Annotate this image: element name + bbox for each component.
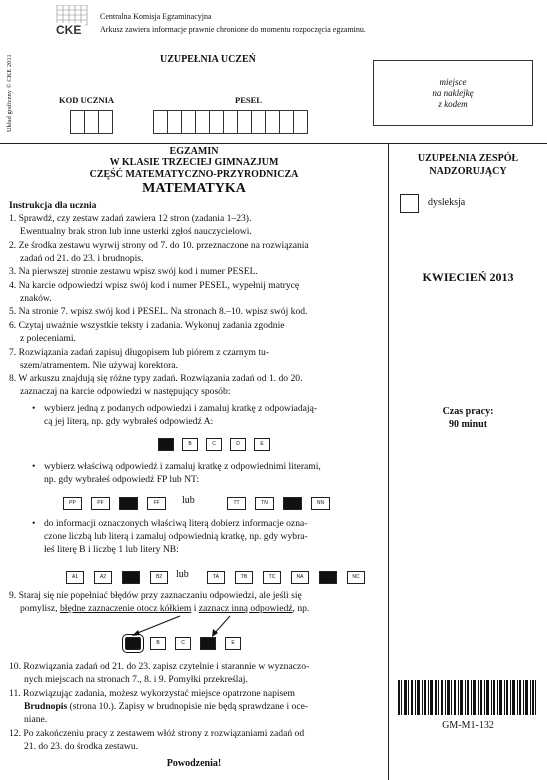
answer-box: TC	[263, 571, 281, 584]
answer-box: A2	[94, 571, 112, 584]
bullet-icon: •	[32, 403, 36, 414]
good-luck: Powodzenia!	[166, 758, 222, 769]
bullet-2: wybierz właściwą odpowiedź i zamaluj kratkę z odpowiednimi literami,	[44, 461, 321, 472]
answer-box: TN	[255, 497, 274, 510]
answer-box: B2	[150, 571, 168, 584]
confidential-note: Arkusz zawiera informacje prawnie chronione do momentu rozpoczęcia egzaminu.	[100, 25, 366, 34]
answer-box: PP	[63, 497, 82, 510]
example-true-false	[63, 494, 166, 512]
bullet-3-cont2: łeś literę B i liczbę 1 lub litery NB:	[44, 544, 179, 555]
instruction-7-cont: szem/atramentem. Nie używaj korektora.	[20, 360, 178, 371]
answer-box: C	[206, 438, 222, 451]
answer-box-circled: A	[125, 637, 141, 650]
answer-box: PF	[91, 497, 110, 510]
cke-logo	[55, 5, 89, 35]
bullet-2-cont: np. gdy wybrałeś odpowiedź FP lub NT:	[44, 474, 200, 485]
example-matching-alt	[207, 568, 365, 586]
example-single-choice	[158, 435, 270, 453]
answer-box: NN	[311, 497, 330, 510]
svg-text:CKE: CKE	[56, 23, 82, 35]
bullet-3-cont: czone liczbą lub literą i zamaluj odpowiednią kratkę, np. gdy wybra-	[44, 531, 308, 542]
answer-box: B	[150, 637, 166, 650]
pesel-label: PESEL	[235, 95, 262, 105]
student-code-boxes[interactable]	[70, 110, 112, 134]
bullet-icon: •	[32, 461, 36, 472]
exam-subject: MATEMATYKA	[142, 181, 246, 196]
section-divider	[0, 143, 547, 144]
instruction-8-cont: zaznaczaj na karcie odpowiedzi w następujący sposób:	[20, 386, 231, 397]
exam-code: GM-M1-132	[442, 720, 494, 731]
answer-box: E	[225, 637, 241, 650]
answer-box: NA	[291, 571, 309, 584]
instruction-9: 9. Staraj się nie popełniać błędów przy zaznaczaniu odpowiedzi, ale jeśli się	[9, 590, 302, 601]
instruction-9-cont: pomylisz, błędne zaznaczenie otocz kółkiem i zaznacz inną odpowiedź, np.	[20, 603, 310, 614]
answer-box-filled: FP	[119, 497, 138, 510]
pesel-boxes[interactable]	[153, 110, 307, 134]
bullet-icon: •	[32, 518, 36, 529]
instruction-12-cont: 21. do 23. do środka zestawu.	[24, 741, 139, 752]
answer-box-filled: D	[200, 637, 216, 650]
bullet-3: do informacji oznaczonych właściwą literą dobierz informacje ozna-	[44, 518, 308, 529]
instruction-1-cont: Ewentualny brak stron lub inne usterki zgłoś nauczycielowi.	[20, 226, 252, 237]
example-correction	[125, 634, 241, 652]
answer-box: B	[182, 438, 198, 451]
answer-box: E	[254, 438, 270, 451]
exam-line-3: CZĘŚĆ MATEMATYCZNO-PRZYRODNICZA	[89, 169, 299, 180]
instruction-11-cont: Brudnopis (strona 10.). Zapisy w brudnopisie nie będą sprawdzane i oce-	[24, 701, 309, 712]
instruction-1: 1. Sprawdź, czy zestaw zadań zawiera 12 stron (zadania 1–23).	[9, 213, 252, 224]
instruction-3: 3. Na pierwszej stronie zestawu wpisz swój kod i numer PESEL.	[9, 266, 258, 277]
team-title-cont: NADZORUJĄCY	[429, 166, 507, 177]
instruction-2: 2. Ze środka zestawu wyrwij strony od 7. do 10. przeznaczone na rozwiązania	[9, 240, 309, 251]
exam-date: KWIECIEŃ 2013	[422, 270, 514, 284]
exam-line-1: EGZAMIN	[169, 146, 219, 157]
instruction-5: 5. Na stronie 7. wpisz swój kod i PESEL. Na stronach 8.–10. wpisz swój kod.	[9, 306, 308, 317]
answer-box: D	[230, 438, 246, 451]
sidebar-copyright: Układ graficzny © CKE 2011	[6, 54, 13, 132]
answer-box-filled: NT	[283, 497, 302, 510]
answer-box: C	[175, 637, 191, 650]
dyslexia-label: dysleksja	[428, 197, 466, 208]
or-label: lub	[182, 495, 195, 506]
answer-box: TA	[207, 571, 225, 584]
answer-box: TT	[227, 497, 246, 510]
answer-box-filled: A	[158, 438, 174, 451]
sticker-area: miejsce na naklejkę z kodem	[373, 60, 533, 126]
instruction-10: 10. Rozwiązania zadań od 21. do 23. zapisz czytelnie i starannie w wyznaczo-	[9, 661, 310, 672]
instruction-11-cont2: niane.	[24, 714, 48, 725]
example-true-false-alt	[227, 494, 330, 512]
or-label: lub	[176, 569, 189, 580]
instructions-heading: Instrukcja dla ucznia	[9, 200, 97, 211]
example-matching	[66, 568, 168, 586]
instruction-4-cont: znaków.	[20, 293, 52, 304]
org-name: Centralna Komisja Egzaminacyjna	[100, 12, 212, 21]
barcode	[398, 680, 536, 715]
team-title: UZUPEŁNIA ZESPÓŁ	[417, 153, 519, 164]
student-section-title: UZUPEŁNIA UCZEŃ	[160, 54, 256, 65]
bullet-1: wybierz jedną z podanych odpowiedzi i zamaluj kratkę z odpowiadają-	[44, 403, 318, 414]
answer-box: TB	[235, 571, 253, 584]
answer-box-filled: B1	[122, 571, 140, 584]
instruction-4: 4. Na karcie odpowiedzi wpisz swój kod i numer PESEL, wypełnij matrycę	[9, 280, 300, 291]
answer-box: FF	[147, 497, 166, 510]
student-code-label: KOD UCZNIA	[59, 95, 115, 105]
time-label: Czas pracy:	[442, 406, 494, 417]
answer-box-filled: NB	[319, 571, 337, 584]
instruction-8: 8. W arkuszu znajdują się różne typy zadań. Rozwiązania zadań od 1. do 20.	[9, 373, 303, 384]
answer-box: A1	[66, 571, 84, 584]
exam-line-2: W KLASIE TRZECIEJ GIMNAZJUM	[109, 157, 279, 168]
instruction-10-cont: nych miejscach na stronach 7., 8. i 9. Pomyłki przekreślaj.	[24, 674, 248, 685]
instruction-12: 12. Po zakończeniu pracy z zestawem włóż strony z rozwiązaniami zadań od	[9, 728, 305, 739]
answer-box: NC	[347, 571, 365, 584]
time-value: 90 minut	[448, 419, 488, 430]
instruction-6: 6. Czytaj uważnie wszystkie teksty i zadania. Wykonuj zadania zgodnie	[9, 320, 285, 331]
instruction-11: 11. Rozwiązując zadania, możesz wykorzystać miejsce opatrzone napisem	[9, 688, 296, 699]
bullet-1-cont: cą jej literą, np. gdy wybrałeś odpowiedź A:	[44, 416, 214, 427]
instruction-2-cont: zadań od 21. do 23. i brudnopis.	[20, 253, 144, 264]
instruction-6-cont: z poleceniami.	[20, 333, 76, 344]
instruction-7: 7. Rozwiązania zadań zapisuj długopisem lub piórem z czarnym tu-	[9, 347, 270, 358]
dyslexia-checkbox[interactable]	[400, 194, 419, 213]
